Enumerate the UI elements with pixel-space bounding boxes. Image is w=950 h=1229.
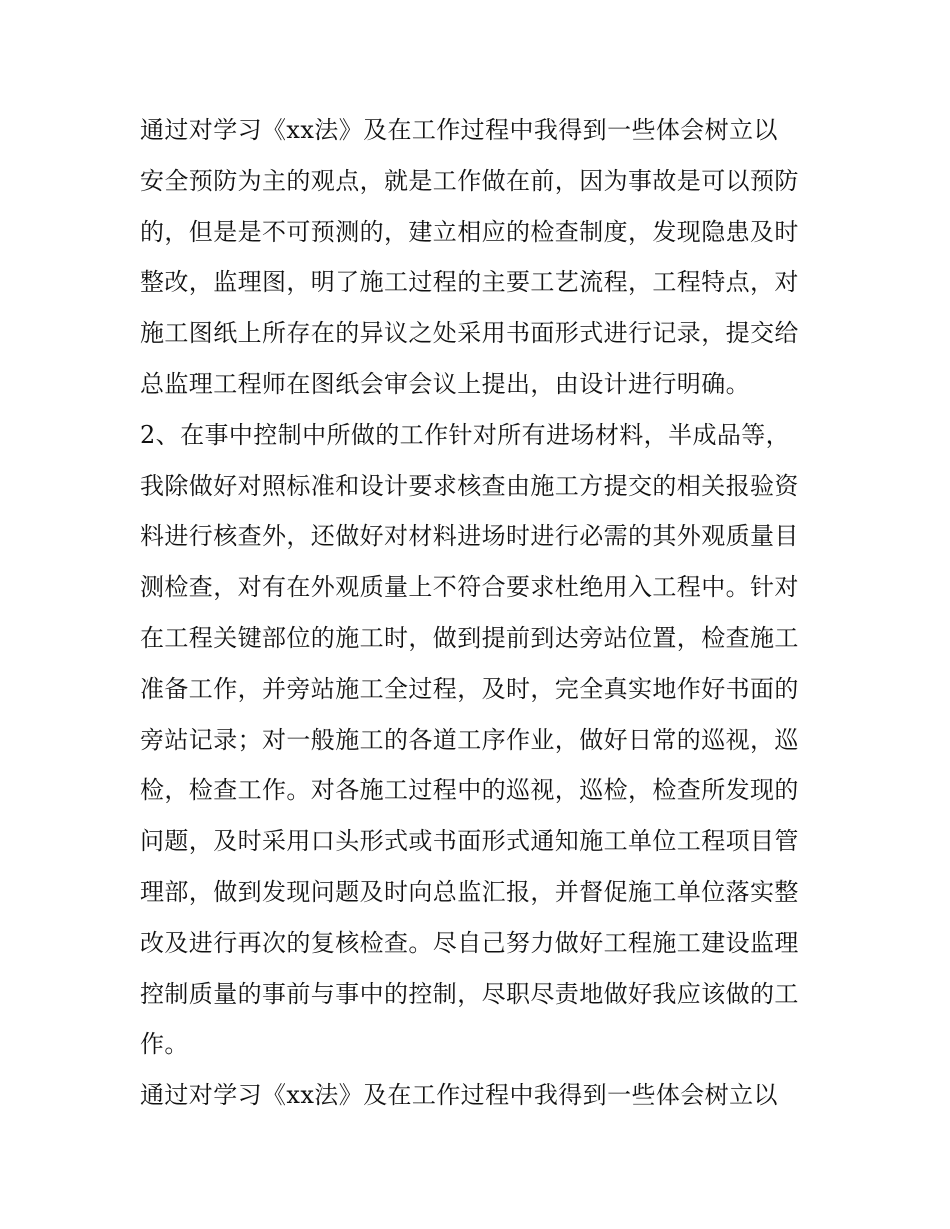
text-line: 测检查，对有在外观质量上不符合要求杜绝用入工程中。针对 [140,573,799,602]
text-line: 旁站记录；对一般施工的各道工序作业，做好日常的巡视，巡 [140,725,799,754]
text-line: 检，检查工作。对各施工过程中的巡视，巡检，检查所发现的 [140,776,799,805]
text-line: 理部，做到发现问题及时向总监汇报，并督促施工单位落实整 [140,877,799,906]
text-line: 安全预防为主的观点，就是工作做在前，因为事故是可以预防 [140,166,799,195]
text-line: 准备工作，并旁站施工全过程，及时，完全真实地作好书面的 [140,674,799,703]
text-line: 通过对学习《xx法》及在工作过程中我得到一些体会树立以 [140,116,778,144]
text-line: 作。 [140,1030,189,1059]
body-text [140,105,820,1121]
text-line: 的，但是是不可预测的，建立相应的检查制度，发现隐患及时 [140,217,799,246]
text-line: 通过对学习《xx法》及在工作过程中我得到一些体会树立以 [140,1081,778,1110]
text-line: 整改，监理图，明了施工过程的主要工艺流程，工程特点，对 [140,268,799,297]
text-line: 施工图纸上所存在的异议之处采用书面形式进行记录，提交给 [140,319,799,348]
text-line: 问题，及时采用口头形式或书面形式通知施工单位工程项目管 [140,827,799,856]
text-line: 改及进行再次的复核检查。尽自己努力做好工程施工建设监理 [140,928,799,957]
text-line: 我除做好对照标准和设计要求核查由施工方提交的相关报验资 [140,471,799,500]
text-line: 总监理工程师在图纸会审会议上提出，由设计进行明确。 [140,369,750,398]
text-line: 料进行核查外，还做好对材料进场时进行必需的其外观质量目 [140,522,799,551]
text-line: 2、在事中控制中所做的工作针对所有进场材料，半成品等， [140,420,791,449]
text-line: 控制质量的事前与事中的控制，尽职尽责地做好我应该做的工 [140,979,799,1008]
text-line: 在工程关键部位的施工时，做到提前到达旁站位置，检查施工 [140,623,799,652]
